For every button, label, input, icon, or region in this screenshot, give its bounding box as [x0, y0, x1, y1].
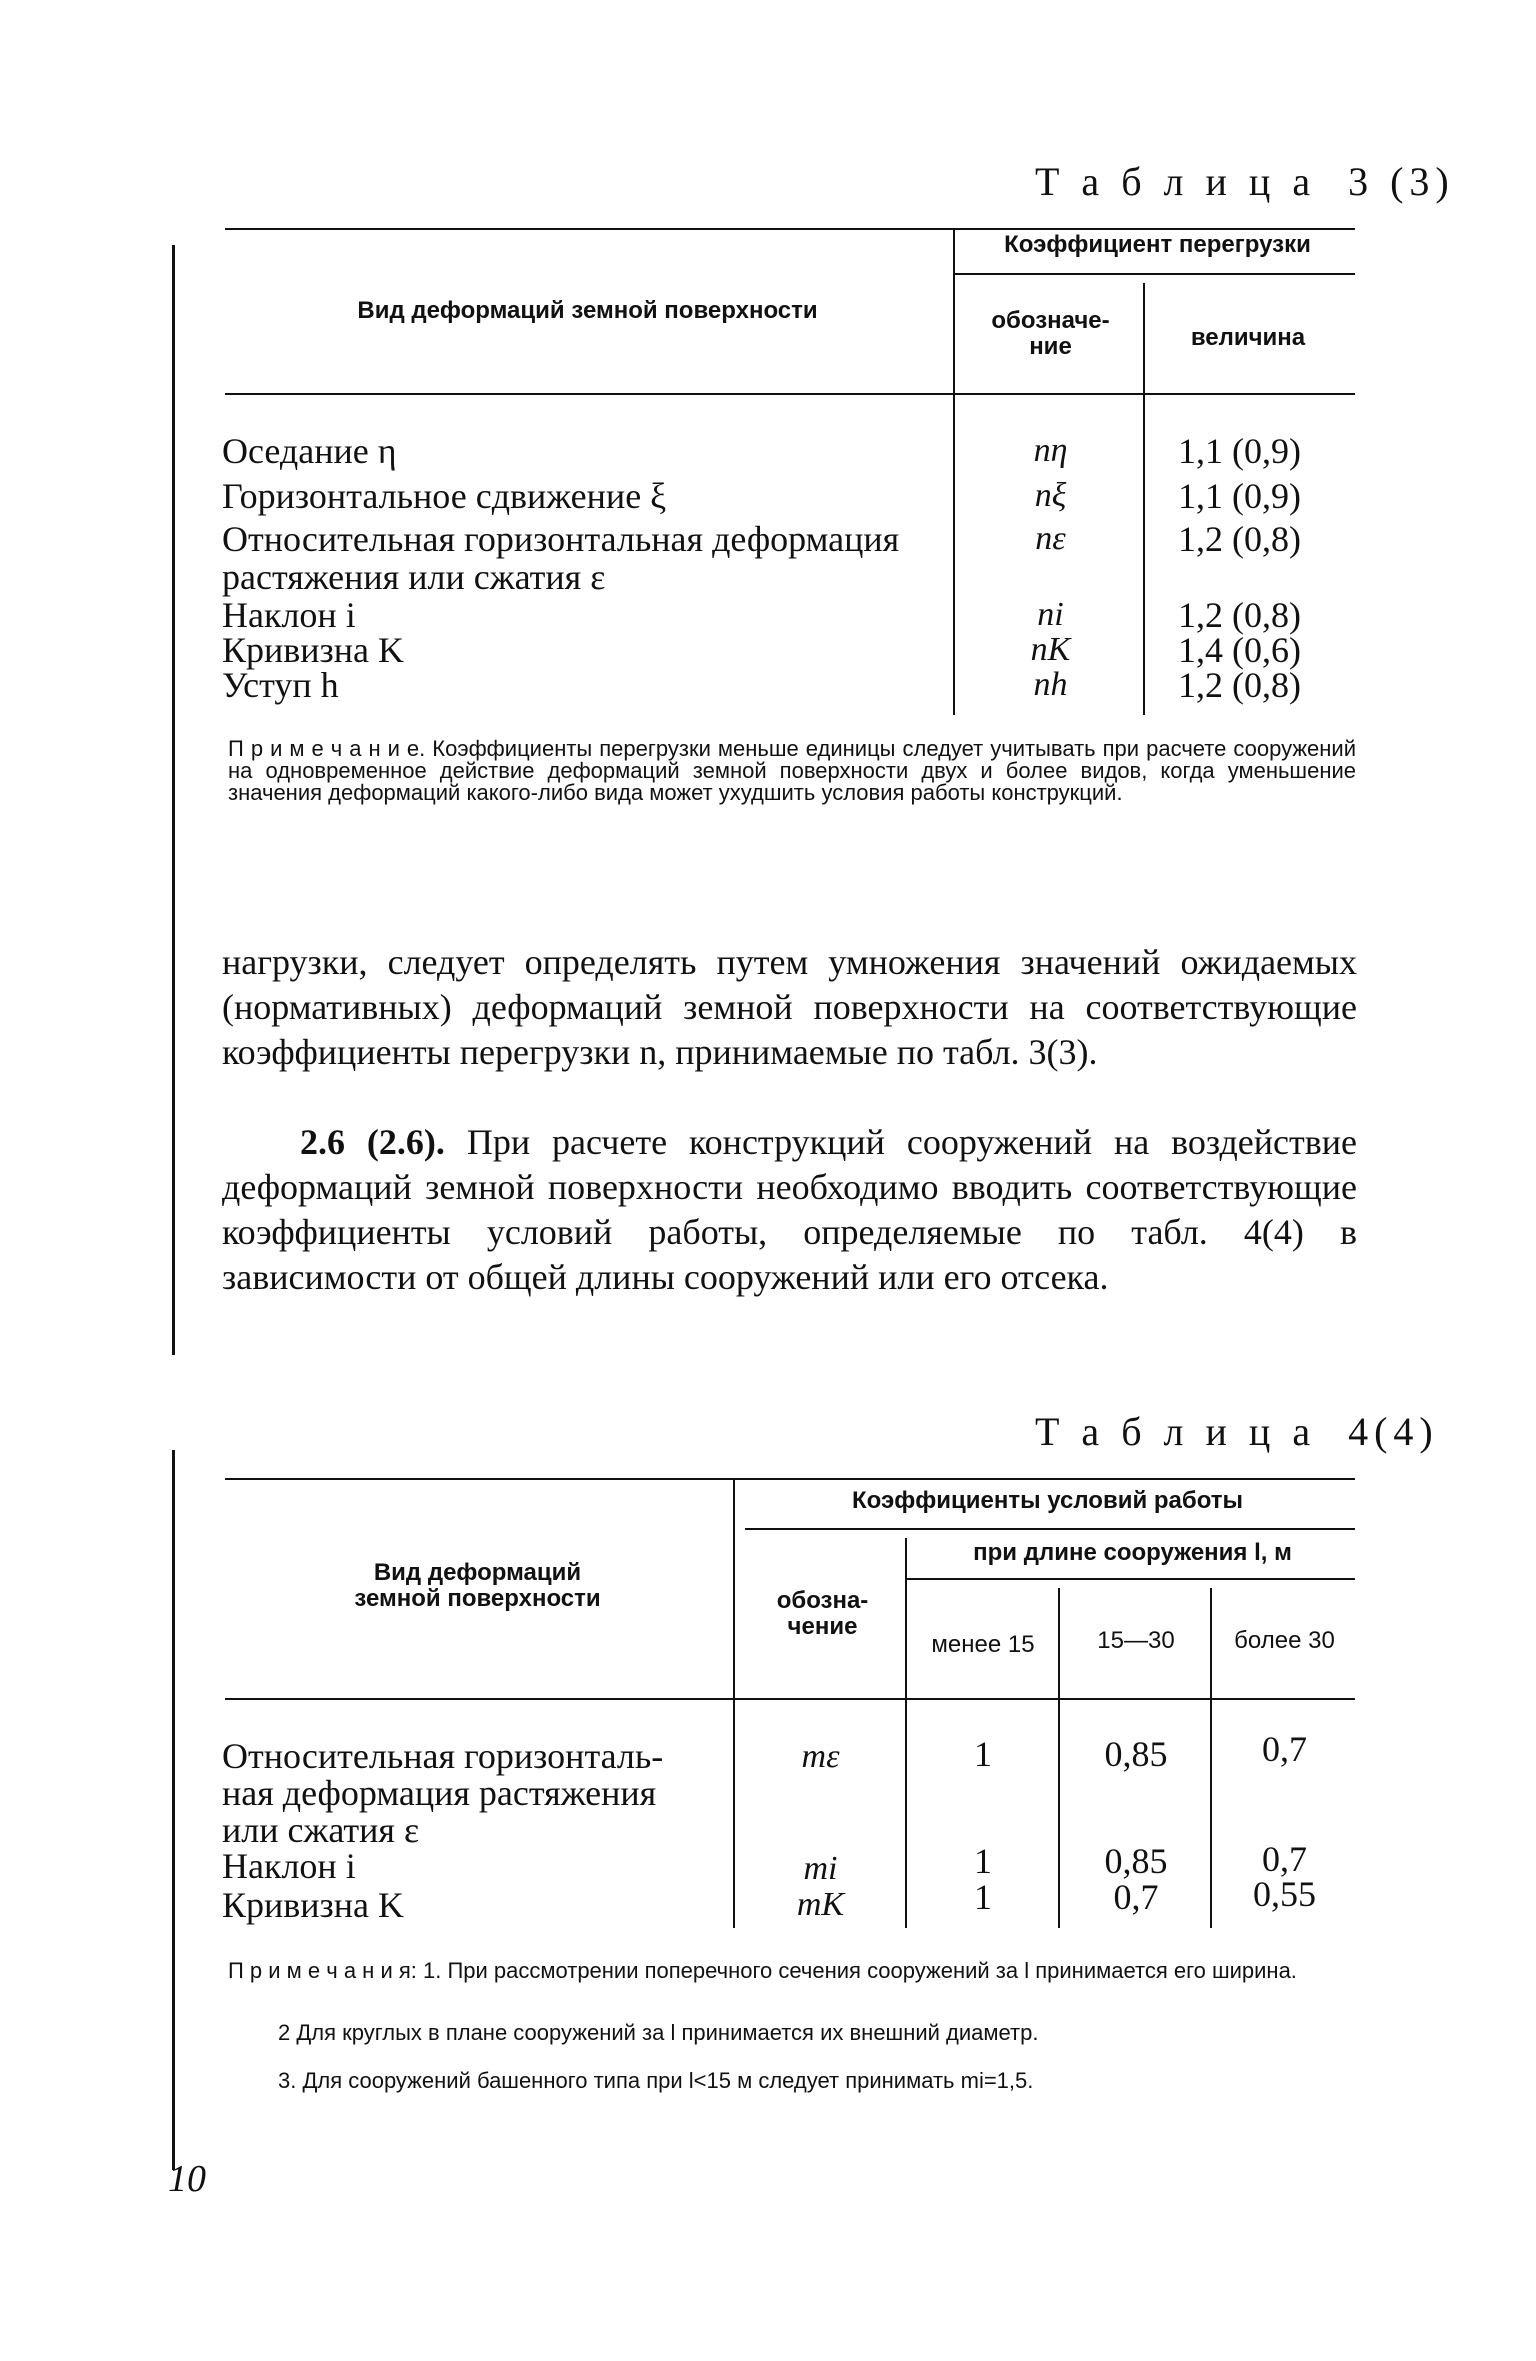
paragraph-2-6	[222, 1120, 1357, 1300]
table4-caption: Т а б л и ц а 4(4)	[1035, 1409, 1439, 1454]
table4-vline-3	[1058, 1588, 1060, 1928]
table3-row-value: 1,2 (0,8)	[1178, 519, 1301, 559]
table4-header-subgroup: при длине сооружения l, м	[973, 1539, 1292, 1566]
table4-header-col1: Вид деформаций земной поверхности	[354, 1559, 601, 1612]
table4-row-v1: 1	[974, 1841, 992, 1881]
table4-note-3: 3. Для сооружений башенного типа при l<15 м следует принимать mi=1,5.	[278, 2068, 1034, 2093]
table3-top-rule	[225, 228, 1355, 230]
table3-group-rule	[955, 273, 1355, 275]
table4-note-2: 2 Для круглых в плане сооружений за l принимается их внешний диаметр.	[278, 2020, 1039, 2045]
table3-row-value: 1,2 (0,8)	[1178, 665, 1301, 705]
table4-header-col2: обозна- чение	[776, 1587, 869, 1640]
table3-row-name: Горизонтальное сдвижение ξ	[222, 476, 667, 516]
table4-header-c5: более 30	[1234, 1627, 1335, 1654]
table3-row-value: 1,1 (0,9)	[1178, 476, 1301, 516]
table3-header-col1: Вид деформаций земной поверхности	[357, 297, 818, 324]
table3-row-name: Относительная горизонтальная деформация растяжения или сжатия ε	[222, 519, 900, 597]
table3-row-symbol: nK	[1030, 631, 1071, 668]
table3-header-rule	[225, 393, 1355, 395]
table4-top-rule	[225, 1478, 1355, 1480]
table4-row-v1: 1	[974, 1734, 992, 1774]
table4-row-v1: 1	[974, 1877, 992, 1917]
margin-mark-lower	[172, 1450, 175, 2170]
table3-row-value: 1,1 (0,9)	[1178, 431, 1301, 471]
table4-vline-2	[905, 1538, 907, 1928]
table4-row-v2: 0,85	[1104, 1841, 1168, 1881]
table4-row-symbol: mε	[801, 1738, 840, 1775]
table3-vline-2	[1143, 283, 1145, 715]
table4-row-symbol: mi	[803, 1850, 838, 1887]
table3-caption: Т а б л и ц а 3 (3)	[1035, 159, 1455, 204]
margin-mark-upper	[172, 245, 175, 1355]
table3-row-name: Уступ h	[222, 665, 339, 705]
table4-vline-1	[733, 1478, 735, 1928]
table4-row-v2: 0,7	[1113, 1877, 1159, 1917]
table4-header-c3: менее 15	[931, 1631, 1035, 1658]
table3-vline-1	[953, 228, 955, 715]
table4-vline-4	[1210, 1588, 1212, 1928]
table4-row-v3: 0,55	[1253, 1874, 1316, 1914]
table4-row-name: Кривизна K	[222, 1885, 405, 1925]
table4-subgroup-rule	[905, 1578, 1355, 1580]
table4-row-v3: 0,7	[1262, 1839, 1307, 1879]
table4-row-v3: 0,7	[1262, 1729, 1307, 1769]
table3-row-symbol: nh	[1033, 666, 1068, 703]
table4-header-group: Коэффициенты условий работы	[851, 1487, 1244, 1514]
table3-row-symbol: nε	[1035, 520, 1066, 557]
table3-row-name: Оседание η	[222, 431, 397, 471]
table4-group-rule	[745, 1528, 1355, 1530]
table4-row-name: Наклон i	[222, 1846, 356, 1886]
table4-note-1: П р и м е ч а н и я: 1. При рассмотрении поперечного сечения сооружений за l принимается его ширина.	[228, 1958, 1297, 1983]
table3-row-name: Кривизна K	[222, 630, 405, 670]
table4-row-v2: 0,85	[1104, 1734, 1168, 1774]
table4-header-c4: 15—30	[1097, 1627, 1175, 1654]
page-number: 10	[168, 2158, 206, 2200]
table3-row-value: 1,2 (0,8)	[1178, 595, 1301, 635]
table4-row-name: Относительная горизонталь- ная деформация растяжения или сжатия ε	[222, 1736, 664, 1850]
table3-header-col3: величина	[1190, 324, 1306, 351]
table3-row-symbol: nη	[1033, 432, 1068, 469]
table3-row-symbol: nξ	[1034, 477, 1067, 514]
table3-row-symbol: ni	[1037, 596, 1064, 633]
paragraph-number: 2.6 (2.6).	[300, 1122, 445, 1162]
table3-header-col2: обозначе- ние	[991, 307, 1110, 360]
table3-row-name: Наклон i	[222, 595, 356, 635]
table4-header-rule	[225, 1698, 1355, 1700]
table3-note: П р и м е ч а н и е. Коэффициенты перегрузки меньше единицы следует учитывать при расчете сооружений на одновременное действие деформаций земной поверхности двух и более видов, когда уменьшение значения деформаций какого-либо вида может ухудшить условия работы конструкций.	[228, 736, 1356, 805]
paragraph-continuation: нагрузки, следует определять путем умножения значений ожидаемых (нормативных) деформаций земной поверхности на соответствующие коэффициенты перегрузки n, принимаемые по табл. 3(3).	[222, 942, 1357, 1072]
table3-header-group: Коэффициент перегрузки	[1004, 231, 1311, 258]
paragraph-text: При расчете конструкций сооружений на воздействие деформаций земной поверхности необходимо вводить соответствующие коэффициенты условий работы, определяемые по табл. 4(4) в зависимости от общей длины сооружений или его отсека.	[222, 1122, 1358, 1297]
table3-row-value: 1,4 (0,6)	[1178, 630, 1301, 670]
table4-row-symbol: mK	[796, 1886, 845, 1923]
